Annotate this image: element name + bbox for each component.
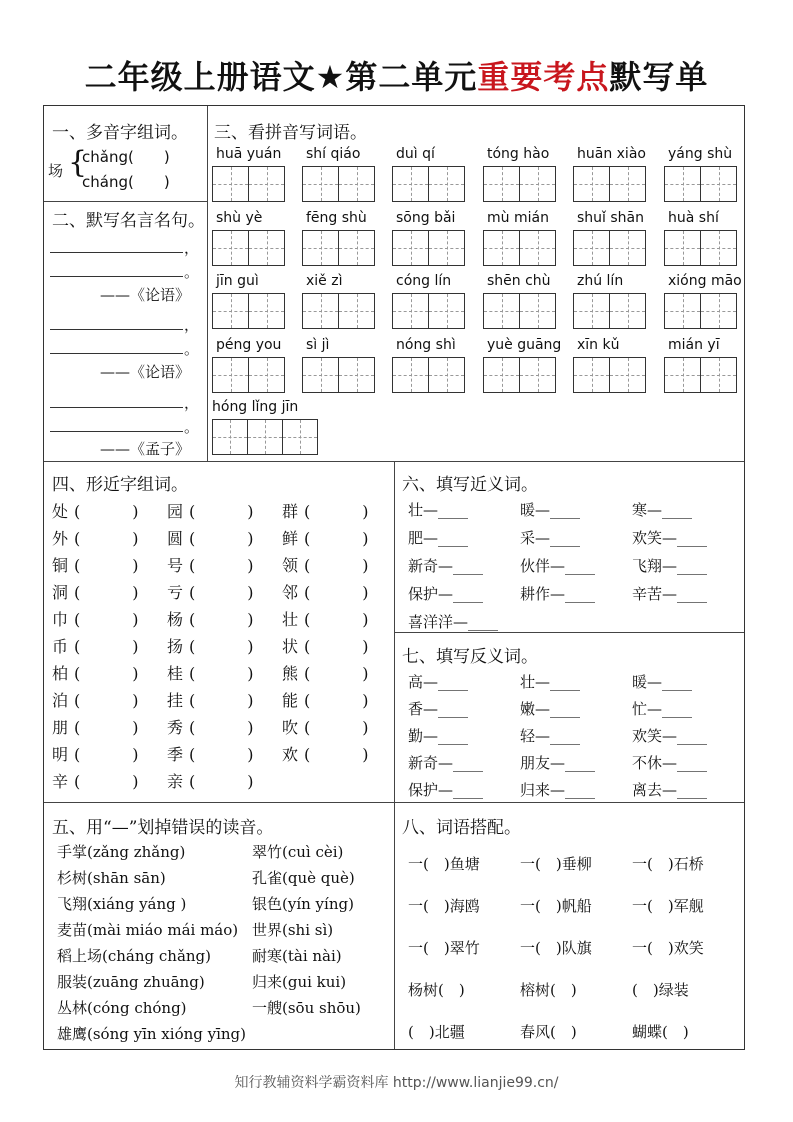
answer-paren[interactable]: ( ) xyxy=(304,718,370,737)
pinyin-prompt: mián yī xyxy=(668,337,720,353)
pinyin-prompt: yuè guāng xyxy=(487,337,562,353)
answer-paren[interactable]: ( ) xyxy=(304,556,370,575)
period: 。 xyxy=(184,418,200,436)
antonym-item[interactable]: 嫩—____ xyxy=(520,700,581,718)
pronunciation-item[interactable]: 耐寒(tài nài) xyxy=(252,947,342,965)
reading-1: chǎng( ) xyxy=(82,148,170,166)
synonym-item[interactable]: 寒—____ xyxy=(632,501,693,519)
period: 。 xyxy=(184,263,200,281)
match-item[interactable]: 一( )帆船 xyxy=(520,897,592,915)
pronunciation-item[interactable]: 稻上场(cháng chǎng) xyxy=(57,947,212,965)
section3-title: 三、看拼音写词语。 xyxy=(214,123,367,143)
antonym-item[interactable]: 离去—____ xyxy=(632,781,708,799)
write-grid[interactable] xyxy=(212,166,285,202)
pinyin-prompt: nóng shì xyxy=(396,337,456,353)
write-grid[interactable] xyxy=(573,357,646,393)
match-item[interactable]: 蝴蝶( ) xyxy=(632,1023,689,1041)
write-grid[interactable] xyxy=(483,357,556,393)
source-2: ——《论语》 xyxy=(100,363,191,381)
match-item[interactable]: 一( )垂柳 xyxy=(520,855,592,873)
match-item[interactable]: 一( )欢笑 xyxy=(632,939,704,957)
similar-char: 杨 xyxy=(167,610,184,629)
section8-title: 八、词语搭配。 xyxy=(402,818,521,838)
polyphone-char: 场 xyxy=(48,162,64,180)
answer-paren[interactable]: ( ) xyxy=(74,772,140,791)
similar-char: 明 xyxy=(52,745,69,764)
section7-title: 七、填写反义词。 xyxy=(402,647,538,667)
answer-paren[interactable]: ( ) xyxy=(189,718,255,737)
match-item[interactable]: 榕树( ) xyxy=(520,981,577,999)
pronunciation-item[interactable]: 孔雀(què què) xyxy=(252,869,355,887)
synonym-item[interactable]: 肥—____ xyxy=(408,529,469,547)
section1-title: 一、多音字组词。 xyxy=(52,123,188,143)
write-grid[interactable] xyxy=(302,166,375,202)
write-grid[interactable] xyxy=(573,166,646,202)
similar-char: 挂 xyxy=(167,691,184,710)
match-item[interactable]: 一( )海鸥 xyxy=(408,897,480,915)
similar-char: 圆 xyxy=(167,529,184,548)
pronunciation-item[interactable]: 银色(yín yíng) xyxy=(252,895,354,913)
pinyin-prompt: huā yuán xyxy=(216,146,282,162)
answer-paren[interactable]: ( ) xyxy=(74,529,140,548)
answer-paren[interactable]: ( ) xyxy=(189,745,255,764)
synonym-item[interactable]: 保护—____ xyxy=(408,585,484,603)
synonym-item[interactable]: 耕作—____ xyxy=(520,585,596,603)
write-grid[interactable] xyxy=(212,230,285,266)
reading-2: cháng( ) xyxy=(82,173,170,191)
section2-title: 二、默写名言名句。 xyxy=(52,211,205,231)
answer-paren[interactable]: ( ) xyxy=(304,610,370,629)
answer-paren[interactable]: ( ) xyxy=(304,529,370,548)
pinyin-prompt: shí qiáo xyxy=(306,146,361,162)
similar-char: 扬 xyxy=(167,637,184,656)
pronunciation-item[interactable]: 雄鹰(sóng yīn xióng yīng) xyxy=(57,1025,247,1043)
pronunciation-item[interactable]: 翠竹(cuì cèi) xyxy=(252,843,344,861)
answer-paren[interactable]: ( ) xyxy=(189,583,255,602)
antonym-item[interactable]: 勤—____ xyxy=(408,727,469,745)
similar-char: 吹 xyxy=(282,718,299,737)
antonym-item[interactable]: 不休—____ xyxy=(632,754,708,772)
pronunciation-item[interactable]: 杉树(shān sān) xyxy=(57,869,166,887)
synonym-item[interactable]: 辛苦—____ xyxy=(632,585,708,603)
pronunciation-item[interactable]: 一艘(sōu shōu) xyxy=(252,999,361,1017)
section5-title: 五、用“—”划掉错误的读音。 xyxy=(52,818,274,838)
similar-char: 领 xyxy=(282,556,299,575)
comma: ， xyxy=(184,394,200,412)
antonym-item[interactable]: 新奇—____ xyxy=(408,754,484,772)
write-grid[interactable] xyxy=(664,293,737,329)
similar-char: 熊 xyxy=(282,664,299,683)
synonym-item[interactable]: 欢笑—____ xyxy=(632,529,708,547)
match-item[interactable]: 杨树( ) xyxy=(408,981,465,999)
pinyin-prompt: xīn kǔ xyxy=(577,337,620,353)
answer-paren[interactable]: ( ) xyxy=(74,745,140,764)
pinyin-prompt: shù yè xyxy=(216,210,263,226)
footer-source: 知行教辅资料学霸资料库 http://www.lianjie99.cn/ xyxy=(234,1075,559,1091)
answer-line xyxy=(50,430,183,432)
match-item[interactable]: 一( )翠竹 xyxy=(408,939,480,957)
answer-paren[interactable]: ( ) xyxy=(74,718,140,737)
write-grid[interactable] xyxy=(212,357,285,393)
synonym-item[interactable]: 暖—____ xyxy=(520,501,581,519)
match-item[interactable]: 一( )军舰 xyxy=(632,897,704,915)
write-grid[interactable] xyxy=(302,230,375,266)
write-grid[interactable] xyxy=(302,357,375,393)
answer-paren[interactable]: ( ) xyxy=(304,502,370,521)
similar-char: 朋 xyxy=(52,718,69,737)
pronunciation-item[interactable]: 飞翔(xiáng yáng ) xyxy=(57,895,187,913)
pinyin-prompt: jīn guì xyxy=(216,273,259,289)
pinyin-prompt: zhú lín xyxy=(577,273,624,289)
antonym-item[interactable]: 壮—____ xyxy=(520,673,581,691)
similar-char: 巾 xyxy=(52,610,69,629)
answer-paren[interactable]: ( ) xyxy=(74,556,140,575)
answer-paren[interactable]: ( ) xyxy=(74,502,140,521)
comma: ， xyxy=(184,316,200,334)
write-grid[interactable] xyxy=(483,166,556,202)
pronunciation-item[interactable]: 服装(zuāng zhuāng) xyxy=(57,973,205,991)
answer-line xyxy=(50,251,183,253)
title-part3: 默写单 xyxy=(609,58,709,96)
similar-char: 亏 xyxy=(167,583,184,602)
pronunciation-item[interactable]: 世界(shi sì) xyxy=(252,921,334,939)
match-item[interactable]: ( )北疆 xyxy=(408,1023,465,1041)
pronunciation-item[interactable]: 归来(gui kui) xyxy=(252,973,347,991)
pinyin-prompt: péng you xyxy=(216,337,282,353)
antonym-item[interactable]: 朋友—____ xyxy=(520,754,596,772)
write-grid[interactable] xyxy=(212,293,285,329)
pinyin-prompt: sì jì xyxy=(306,337,330,353)
similar-char: 鲜 xyxy=(282,529,299,548)
similar-char: 辛 xyxy=(52,772,69,791)
page-title xyxy=(0,52,793,98)
similar-char: 状 xyxy=(282,637,299,656)
write-grid-last[interactable] xyxy=(212,419,318,455)
pinyin-prompt: shēn chù xyxy=(487,273,551,289)
answer-paren[interactable]: ( ) xyxy=(304,583,370,602)
write-grid[interactable] xyxy=(483,230,556,266)
source-1: ——《论语》 xyxy=(100,286,191,304)
pinyin-prompt: xióng māo xyxy=(668,273,742,289)
synonym-item[interactable]: 壮—____ xyxy=(408,501,469,519)
pinyin-prompt: huà shí xyxy=(668,210,719,226)
antonym-item[interactable]: 保护—____ xyxy=(408,781,484,799)
write-grid[interactable] xyxy=(573,230,646,266)
match-item[interactable]: 一( )队旗 xyxy=(520,939,592,957)
answer-paren[interactable]: ( ) xyxy=(189,664,255,683)
answer-paren[interactable]: ( ) xyxy=(189,556,255,575)
antonym-item[interactable]: 高—____ xyxy=(408,673,469,691)
answer-paren[interactable]: ( ) xyxy=(189,637,255,656)
answer-paren[interactable]: ( ) xyxy=(189,502,255,521)
antonym-item[interactable]: 轻—____ xyxy=(520,727,581,745)
similar-char: 壮 xyxy=(282,610,299,629)
answer-line xyxy=(50,275,183,277)
divider xyxy=(207,106,208,461)
pinyin-prompt: xiě zì xyxy=(306,273,343,289)
synonym-item[interactable]: 新奇—____ xyxy=(408,557,484,575)
section6-title: 六、填写近义词。 xyxy=(402,475,538,495)
write-grid[interactable] xyxy=(664,357,737,393)
similar-char: 洞 xyxy=(52,583,69,602)
similar-char: 柏 xyxy=(52,664,69,683)
similar-char: 亲 xyxy=(167,772,184,791)
pronunciation-item[interactable]: 丛林(cóng chóng) xyxy=(57,999,187,1017)
pinyin-prompt: huān xiào xyxy=(577,146,646,162)
synonym-item[interactable]: 采—____ xyxy=(520,529,581,547)
match-item[interactable]: 春风( ) xyxy=(520,1023,577,1041)
answer-paren[interactable]: ( ) xyxy=(74,637,140,656)
title-highlight: 重要考点 xyxy=(477,58,610,96)
write-grid[interactable] xyxy=(392,166,465,202)
answer-line xyxy=(50,328,183,330)
pinyin-prompt: mù mián xyxy=(487,210,549,226)
period: 。 xyxy=(184,340,200,358)
write-grid[interactable] xyxy=(392,230,465,266)
similar-char: 币 xyxy=(52,637,69,656)
answer-paren[interactable]: ( ) xyxy=(74,664,140,683)
pinyin-prompt: sōng bǎi xyxy=(396,210,456,226)
similar-char: 桂 xyxy=(167,664,184,683)
similar-char: 能 xyxy=(282,691,299,710)
answer-paren[interactable]: ( ) xyxy=(304,745,370,764)
write-grid[interactable] xyxy=(302,293,375,329)
write-grid[interactable] xyxy=(483,293,556,329)
brace-icon: { xyxy=(68,145,88,180)
antonym-item[interactable]: 香—____ xyxy=(408,700,469,718)
similar-char: 欢 xyxy=(282,745,299,764)
write-grid[interactable] xyxy=(664,166,737,202)
section4-title: 四、形近字组词。 xyxy=(52,475,188,495)
source-3: ——《孟子》 xyxy=(100,440,191,458)
similar-char: 群 xyxy=(282,502,299,521)
similar-char: 秀 xyxy=(167,718,184,737)
answer-paren[interactable]: ( ) xyxy=(304,664,370,683)
answer-paren[interactable]: ( ) xyxy=(189,772,255,791)
answer-line xyxy=(50,406,183,408)
write-grid[interactable] xyxy=(573,293,646,329)
similar-char: 处 xyxy=(52,502,69,521)
divider xyxy=(44,802,744,803)
match-item[interactable]: 一( )鱼塘 xyxy=(408,855,480,873)
answer-paren[interactable]: ( ) xyxy=(304,691,370,710)
similar-char: 邻 xyxy=(282,583,299,602)
divider xyxy=(44,201,207,202)
similar-char: 号 xyxy=(167,556,184,575)
answer-paren[interactable]: ( ) xyxy=(189,610,255,629)
pinyin-prompt: shuǐ shān xyxy=(577,210,644,226)
antonym-item[interactable]: 暖—____ xyxy=(632,673,693,691)
antonym-item[interactable]: 归来—____ xyxy=(520,781,596,799)
write-grid[interactable] xyxy=(392,357,465,393)
synonym-item[interactable]: 伙伴—____ xyxy=(520,557,596,575)
match-item[interactable]: 一( )石桥 xyxy=(632,855,704,873)
write-grid[interactable] xyxy=(664,230,737,266)
synonym-item[interactable]: 飞翔—____ xyxy=(632,557,708,575)
similar-char: 园 xyxy=(167,502,184,521)
antonym-item[interactable]: 欢笑—____ xyxy=(632,727,708,745)
pinyin-prompt: duì qí xyxy=(396,146,435,162)
answer-paren[interactable]: ( ) xyxy=(74,610,140,629)
answer-paren[interactable]: ( ) xyxy=(304,637,370,656)
pronunciation-item[interactable]: 麦苗(mài miáo mái máo) xyxy=(57,921,239,939)
divider xyxy=(394,632,744,633)
comma: ， xyxy=(184,239,200,257)
answer-paren[interactable]: ( ) xyxy=(74,691,140,710)
antonym-item[interactable]: 忙—____ xyxy=(632,700,693,718)
pinyin-last: hóng lǐng jīn xyxy=(212,399,299,415)
pinyin-prompt: tóng hào xyxy=(487,146,550,162)
pronunciation-item[interactable]: 手掌(zǎng zhǎng) xyxy=(57,843,186,861)
similar-char: 外 xyxy=(52,529,69,548)
similar-char: 铜 xyxy=(52,556,69,575)
similar-char: 季 xyxy=(167,745,184,764)
similar-char: 泊 xyxy=(52,691,69,710)
pinyin-prompt: yáng shù xyxy=(668,146,733,162)
pinyin-prompt: cóng lín xyxy=(396,273,452,289)
title-part1: 二年级上册语文★第二单元 xyxy=(84,58,478,96)
divider xyxy=(394,461,395,1049)
pinyin-prompt: fēng shù xyxy=(306,210,367,226)
write-grid[interactable] xyxy=(392,293,465,329)
synonym-item[interactable]: 喜洋洋—____ xyxy=(408,613,499,631)
answer-paren[interactable]: ( ) xyxy=(189,691,255,710)
answer-paren[interactable]: ( ) xyxy=(189,529,255,548)
match-item[interactable]: ( )绿装 xyxy=(632,981,689,999)
answer-line xyxy=(50,352,183,354)
answer-paren[interactable]: ( ) xyxy=(74,583,140,602)
